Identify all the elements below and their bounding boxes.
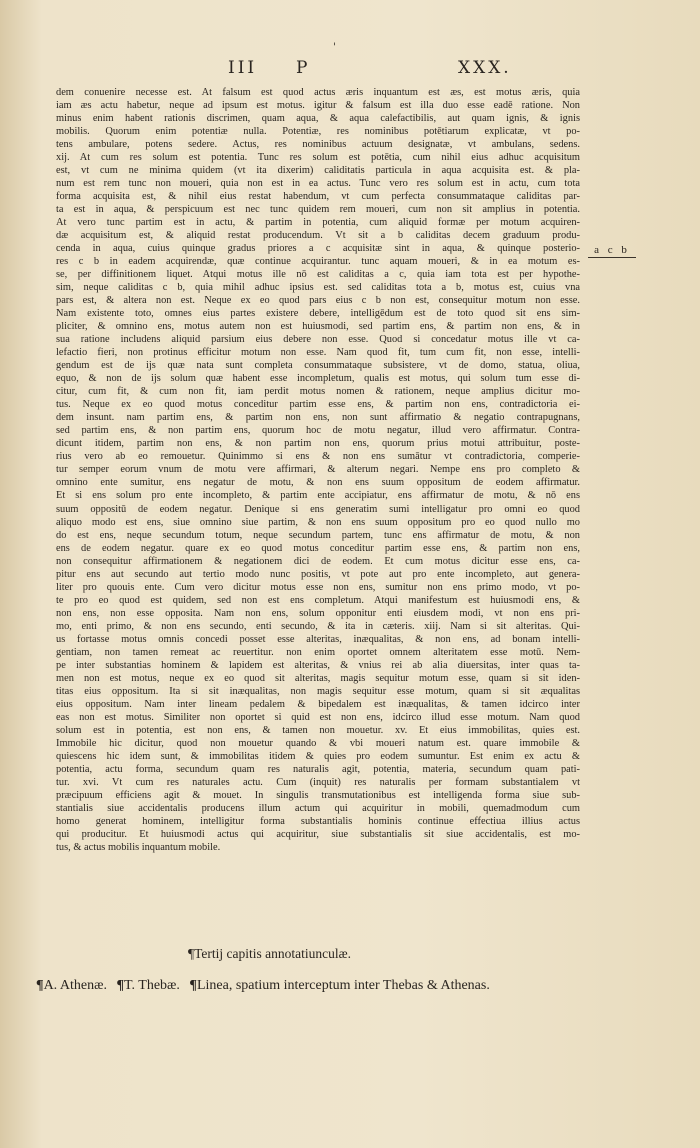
text-line: mobilis. Quorum enim potentiæ nulla. Potentiæ, res nominibus potētiarum explicatæ, vt po-	[56, 126, 580, 138]
text-line: sua ratione includens aliquid parsium eius debere non esse. Quod si concedatur motus ille vt ca-	[56, 334, 580, 346]
text-line: eius oppositum. Nam inter lineam pedalem & bipedalem est inæqualitas, & tamen idcirco inter	[56, 698, 580, 710]
text-line: rius vero ab eo remouetur. Quinimmo si ens & non ens sumātur vt contradictoria, comperie-	[56, 451, 580, 463]
annotation-text: A. Athenæ.	[43, 978, 107, 993]
text-line: suum oppositū de eodem negatur. Denique si ens generatim sumi intelligatur pro omni eo quod	[56, 503, 580, 515]
text-line: omnino ente sumitur, ens negatur de motu, & non ens suum oppositum de eodem affirmatur.	[56, 477, 580, 489]
pilcrow-mark: ¶	[36, 978, 44, 993]
annotation-item	[36, 978, 107, 993]
text-line: mo, enti primo, & non ens secundo, enti secundo, & ita in cæteris. xiij. Nam si sit alteritas. Qui-	[56, 620, 580, 632]
text-line: non ens, non esse opposita. Nam non ens, solum opponitur enti eiusdem modi, vt non ens pri-	[56, 607, 580, 619]
text-line: forma acquisita est, & nihil eius restat habendum, vt cum perfecta consummataque caliditas par-	[56, 191, 580, 203]
running-head-left: III	[228, 58, 258, 78]
text-line: stantialis siue accidentalis producens illum actum qui acquiritur in mobili, quemadmodum cum	[56, 802, 580, 814]
text-line: res c b in eadem acquirendæ, quæ continue acquirantur. tunc aquam moueri, & in ea motum es-	[56, 256, 580, 268]
running-head	[0, 58, 700, 82]
text-line: præcipuum efficiens agit & mouet. In singulis transmutationibus est intelligenda forma siue sub-	[56, 789, 580, 801]
text-line: us fortasse motus omnis concedi posset esse alteritas, inæqualitas, & non ens, ad bonam intelli-	[56, 633, 580, 645]
text-line: iam æs actu habetur, neque ad ipsum est motus. igitur & falsum est illa duo esse eadē ratione. Non	[56, 100, 580, 112]
text-line: Immobile hic dicitur, quod non mouetur quando & vbi moueri natum est. quare immobile &	[56, 737, 580, 749]
text-line: ens de eodem negatur. quare ex eo quod motus conceditur partim esse ens, & partim non ens,	[56, 542, 580, 554]
text-line: pe inter substantias hominem & lapidem est alteritas, & vnius rei ab alia diuersitas, inter quas ta-	[56, 659, 580, 671]
text-line: ta est in aqua, & perspicuum est nec tunc quidem rem moueri, cum non sit amplius in potentia.	[56, 204, 580, 216]
text-line: gendum est de ijs quæ nata sunt completa consummataque subsistere, vt de domo, statua, oliua,	[56, 360, 580, 372]
text-line: te pro eo quod est quidem, sed non est ens completum. Atqui manifestum est huiusmodi ens, &	[56, 594, 580, 606]
text-line: Nam existente toto, omnes eius partes existere debere, intelligēdum est de toto quod sit ens sim-	[56, 308, 580, 320]
text-line: men non est motus, neque ex eo quod sit alteritas, magis sequitur motum esse, quam si sit iden-	[56, 672, 580, 684]
pilcrow-mark: ¶	[189, 978, 197, 993]
text-line: non consequitur affirmationem & negationem dici de eodem. Et cum motus dicitur esse ens, ca-	[56, 555, 580, 567]
text-line: sed partim ens, & non partim ens, quorum hoc de motu negatur, illud vero affirmatur. Contra-	[56, 425, 580, 437]
annotation-text: T. Thebæ.	[124, 978, 180, 993]
margin-note: a c b	[588, 244, 636, 258]
text-line: qui producitur. Et huiusmodi actus qui acquiritur, siue substantialis sit siue accidentalis, est mo-	[56, 828, 580, 840]
text-line: pliciter, & omnino ens, motus autem non est huiusmodi, sed partim ens, & partim non ens, & in	[56, 321, 580, 333]
text-line: cenda in aqua, cuius quinque gradus priores a c acquisitæ sint in aqua, & quinque posterio-	[56, 243, 580, 255]
text-line: do est ens, neque secundum totum, neque secundum partem, tunc ens affirmatur de motu, & non	[56, 529, 580, 541]
text-line: homo generat hominem, intelligitur forma substantialis hominis continue effectiua illius actus	[56, 815, 580, 827]
text-line: tur semper eorum vnum de motu vere affirmari, & alterum negari. Nempe ens pro completo &	[56, 464, 580, 476]
text-line: lefactio fieri, non protinus efficitur motum non esse. Nam quod fit, tum cum fit, non esse, intelli-	[56, 347, 580, 359]
text-line: gentiam, non tamen remeat ac reuertitur. non enim oportet omnem alteritatem esse motū. Nem-	[56, 646, 580, 658]
annotations	[36, 976, 576, 995]
text-line: tens ambulare, potens sedere. Actus, res nominibus actuum designatæ, vt ambulans, sedens.	[56, 139, 580, 151]
text-line: solum est in potentia, est non ens, & tamen non mouetur. xv. Et eius immobilitas, quies est.	[56, 724, 580, 736]
text-line: pars est, & altera non est. Neque ex eo quod pars eius c b non est, consequitur motum non esse.	[56, 295, 580, 307]
text-line: citur, cum fit, & cum non fit, iam perdit motus nomen & rationem, neque amplius dicitur mo-	[56, 386, 580, 398]
text-line: Et si ens solum pro ente incompleto, & partim ente accipiatur, ens affirmatur de motu, & nō ens	[56, 490, 580, 502]
text-line: minus enim habent rationis discrimen, quam aqua, & aqua calefactibilis, aut quam ignis, & ignis	[56, 113, 580, 125]
text-line: At vero tunc partim est in actu, & partim in potentia, cum aliquid formæ per motum acquiren-	[56, 217, 580, 229]
text-line: sim, neque caliditas c b, quia mihil adhuc ipsius est. sed caliditas tota a b, motus est, cuius vna	[56, 282, 580, 294]
text-line: se, per diffinitionem liquet. Atqui motus ille nō est caliditas a c, quia iam tota est per hypothe-	[56, 269, 580, 281]
text-line: eas non est motus. Similiter non oportet si quid est non ens, idcirco illud esse motum. Nam quod	[56, 711, 580, 723]
section-heading: ¶Tertij capitis annotatiunculæ.	[188, 946, 352, 961]
text-line: dæ acquisitum est, & aliquid restat producendum. Vt sit a b caliditas decem graduum produ-	[56, 230, 580, 242]
text-line: dem conuenire necesse est. At falsum est quod actus æris inquantum est æs, est motus æris, quia	[56, 87, 580, 98]
text-line: dem insunt. nam partim ens, & partim non ens, non sunt affirmatio & negatio contrapugnans,	[56, 412, 580, 424]
text-line: quiescens hic idem sunt, & immobilitas itidem & quies pro eodem sumuntur. Est enim ex actu &	[56, 750, 580, 762]
text-line: tus. Neque ex eo quod motus conceditur partim esse ens, & partim non ens, contradictoria ei-	[56, 399, 580, 411]
annotation-item	[116, 978, 179, 993]
text-line: pitur ens aut secundo aut tertio modo nunc positis, vt pote aut pro ente incompleto, aut genera-	[56, 568, 580, 580]
text-line: equo, & non de ijs solum quæ habent esse incompletum, qualis est motus, qui solum tum esse di-	[56, 373, 580, 385]
running-head-middle: P	[296, 58, 311, 78]
text-line: liter pro quouis ente. Cum vero dicitur motus esse non ens, sumitur non ens primo modo, vt po-	[56, 581, 580, 593]
text-line: titas eius oppositum. Ita si sit inæqualitas, non magis sequitur esse motum, quam si sit æqualitas	[56, 685, 580, 697]
text-line: tus, & actus mobilis inquantum mobile.	[56, 841, 221, 853]
text-line: potentia, actu forma, secundum quam res naturalis agit, potentia, materia, secundum quam pati-	[56, 763, 580, 775]
top-mark: '	[333, 42, 336, 53]
text-line: tur. xvi. Vt cum res naturales actu. Cum (inquit) res naturalis per formam substantialem vt	[56, 776, 580, 788]
folio-number: XXX.	[458, 58, 512, 78]
text-line: dicunt itidem, partim non ens, & non partim non ens, quorum prius motui attribuitur, poste-	[56, 438, 580, 450]
text-line: aliquo modo est ens, siue omnino siue partim, & non ens suum oppositum pro eo quod nullo mo	[56, 516, 580, 528]
annotation-item	[189, 978, 489, 993]
pilcrow-mark: ¶	[116, 978, 125, 993]
main-text-block	[56, 86, 580, 854]
text-line: xij. At cum res solum est potentia. Tunc res solum est potētia, cum nihil eius adhuc acquisitum	[56, 152, 580, 164]
text-line: est, vt cum ne minima quidem (vt ita dixerim) caliditatis particula in aqua acquisita est. & pla-	[56, 165, 580, 177]
annotation-text: Linea, spatium interceptum inter Thebas & Athenas.	[196, 978, 490, 993]
text-line: num est rem tunc non moueri, quia non est in ea actus. Tunc vero res solum est in actu, cum tota	[56, 178, 580, 190]
